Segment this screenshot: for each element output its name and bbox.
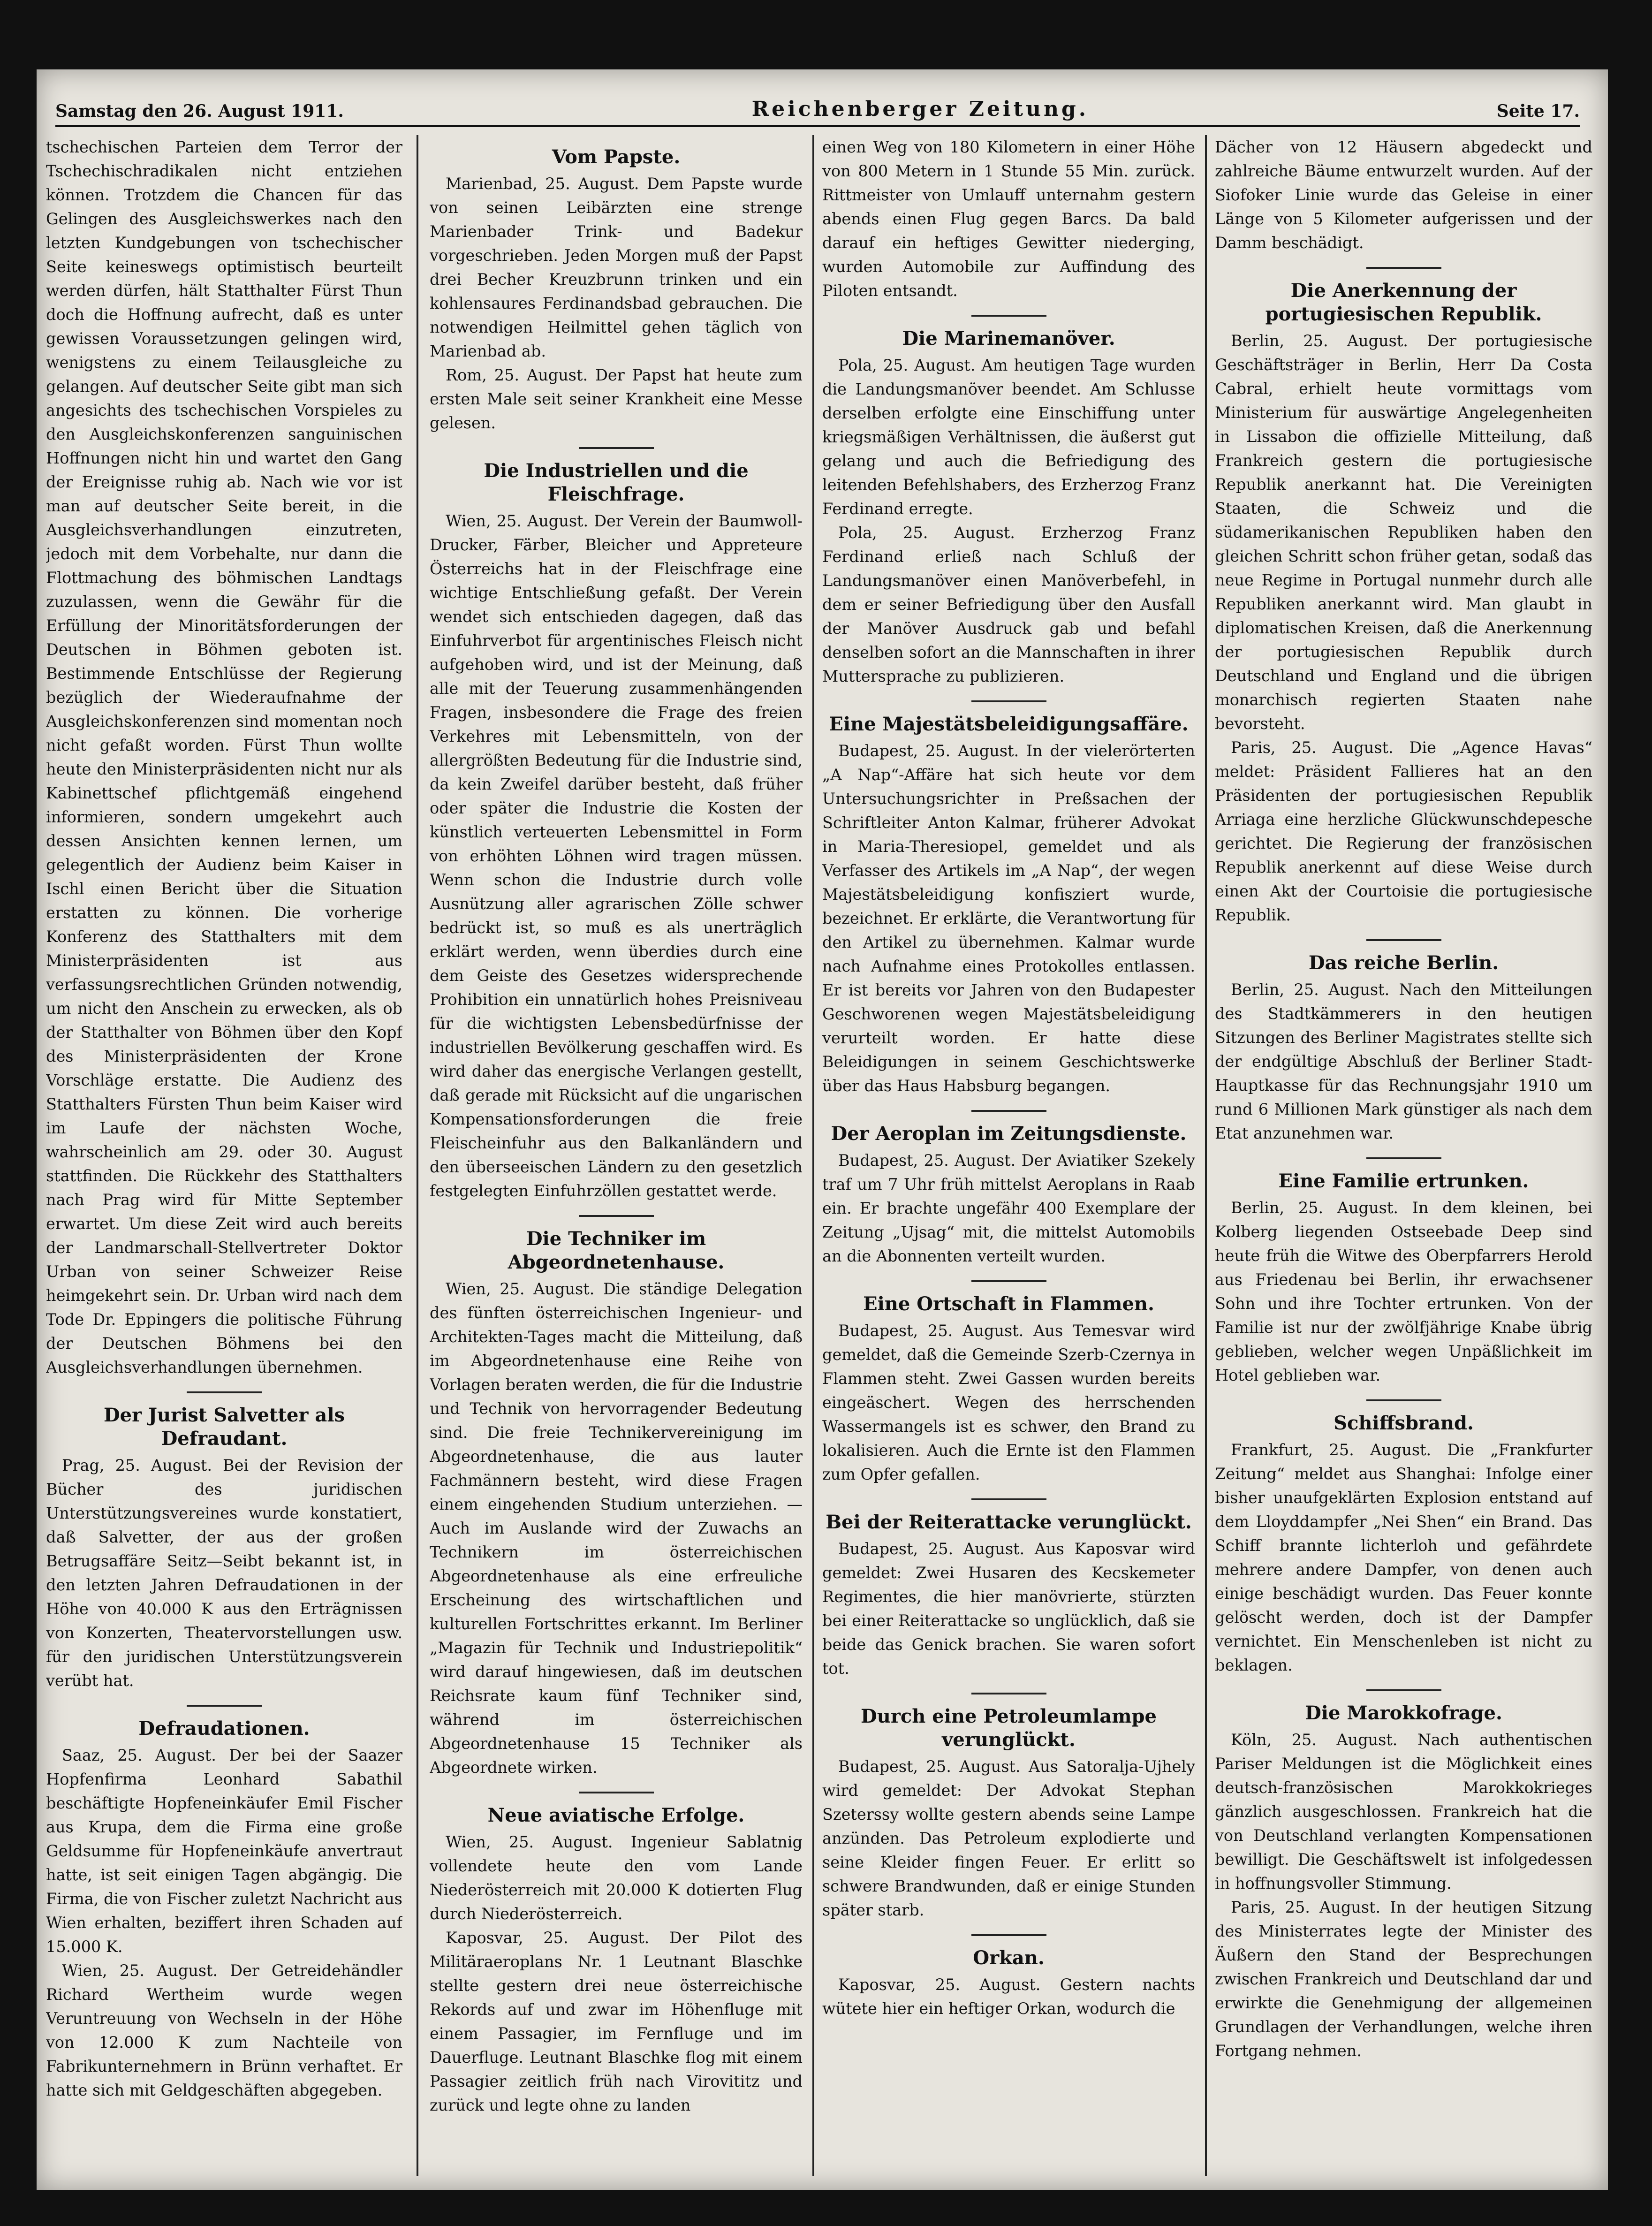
article-headline: Durch eine Petroleumlampe verunglückt. [861,1705,1157,1751]
article-separator [971,1498,1046,1500]
article-headline: Der Aeroplan im Zeitungsdienste. [831,1123,1187,1145]
article [822,1110,1195,1268]
article-paragraph: Köln, 25. August. Nach authentischen Pariser Meldungen ist die Möglichkeit eines deutsch-französischen Marokkokrieges gänzlich ausgeschlossen. Frankreich hat die von Deutschland verlangten Kompensationen bewilligt. Die Geschäftswelt ist infolgedessen in hoffnungsvoller Stimmung. [1215,1731,1592,1892]
article-separator [1366,1689,1441,1691]
article [822,700,1195,1098]
article-paragraph: Wien, 25. August. Die ständige Delegation des fünften österreichischen Ingenieur- und Architekten-Tages macht die Mitteilung, daß im Abgeordnetenhause eine Reihe von Vorlagen beraten werden, die für die Industrie und Technik von hervorragender Bedeutung sind. Die freie Technikervereinigung im Abgeordnetenhause, die aus lauter Fachmännern besteht, wird diese Fragen einem eingehenden Studium unterziehen. — Auch im Auslande wird der Zuwachs an Technikern im österreichischen Abgeordnetenhause als eine erfreuliche Erscheinung des wirtschaftlichen und kulturellen Fortschrittes erkannt. Im Berliner „Magazin für Technik und Industriepolitik“ wird darauf hingewiesen, daß im deutschen Reichsrate kaum fünf Techniker sind, während im österreichischen Abgeordnetenhause 15 Techniker als Abgeordnete wirken. [430,1280,803,1777]
article-headline: Neue aviatische Erfolge. [487,1804,745,1826]
article [430,1215,803,1779]
article [430,447,803,1203]
article [1215,135,1592,255]
article-paragraph: Wien, 25. August. Der Verein der Baumwoll-Drucker, Färber, Bleicher und Appreteure Österreichs hat in der Fleischfrage eine wichtige Entschließung gefaßt. Der Verein wendet sich entschieden dagegen, daß das Einfuhrverbot für argentinisches Fleisch nicht aufgehoben wird, und ist der Meinung, daß alle mit der Teuerung zusammenhängenden Fragen, insbesondere die Frage des freien Verkehres mit Lebensmitteln, von der allergrößten Bedeutung für die Industrie sind, da kein Zweifel darüber besteht, daß früher oder später die Industrie die Kosten der künstlich verteuerten Lebensmittel in Form von erhöhten Löhnen wird tragen müssen. Wenn schon die Industrie durch volle Ausnützung aller agrarischen Zölle schwer bedrückt ist, so muß es als unerträglich erklärt werden, wenn überdies durch eine dem Geiste des Gesetzes widersprechende Prohibition ein unnatürlich hohes Preisniveau für die wichtigsten Lebensbedürfnisse der industriellen Bevölkerung geschaffen wird. Es wird daher das energische Verlangen gestellt, daß gerade mit Rücksicht auf die ungarischen Kompensationsforderungen die freie Fleischeinfuhr aus den Balkanländern und den überseeischen Ländern zu den gesetzlich festgelegten Einfuhrzöllen gestattet werde. [430,512,803,1200]
article-separator [579,1215,654,1217]
article [1215,1689,1592,2063]
article-headline: Die Anerkennung der portugiesischen Republik. [1265,280,1542,325]
newspaper-title: Reichenberger Zeitung. [751,97,1089,121]
column-4 [1215,135,1592,2176]
article-paragraph: Pola, 25. August. Am heutigen Tage wurden die Landungsmanöver beendet. Am Schlusse derselben erfolgte eine Einschiffung unter kriegsmäßigen Verhältnissen, die äußerst gut gelang und auch die Befriedigung des leitenden Befehlshabers, des Erzherzog Franz Ferdinand erregte. [822,356,1195,518]
article-headline: Bei der Reiterattacke verunglückt. [826,1511,1192,1533]
article-paragraph: einen Weg von 180 Kilometern in einer Höhe von 800 Metern in 1 Stunde 55 Min. zurück. Rittmeister von Umlauff unternahm gestern abends einen Flug gegen Barcs. Da bald darauf ein heftiges Gewitter niederging, wurden Automobile zur Auffindung des Piloten entsandt. [822,138,1195,300]
article [1215,1157,1592,1387]
article-paragraph: Kaposvar, 25. August. Der Pilot des Militäraeroplans Nr. 1 Leutnant Blaschke stellte gestern drei neue österreichische Rekords auf und zwar im Höhenfluge mit einem Passagier, im Fernfluge und im Dauerfluge. Leutnant Blaschke flog mit einem Passagier zeitlich früh nach Virovititz und zurück und legte ohne zu landen [430,1929,803,2114]
article-separator [971,1110,1046,1112]
article-paragraph: Berlin, 25. August. Der portugiesische Geschäftsträger in Berlin, Herr Da Costa Cabral, erhielt heute vormittags vom Ministerium für auswärtige Angelegenheiten in Lissabon die offizielle Mitteilung, daß Frankreich gestern die portugiesische Republik anerkannt hat. Die Vereinigten Staaten, die Schweiz und die südamerikanischen Republiken haben den gleichen Schritt schon früher getan, sodaß das neue Regime in Portugal nunmehr durch alle Republiken anerkannt wird. Man glaubt in diplomatischen Kreisen, daß die Anerkennung der portugiesischen Republik durch Deutschland und England und die übrigen monarchisch regierten Staaten nahe bevorsteht. [1215,332,1592,733]
article [46,1705,402,2102]
article-separator [187,1705,262,1707]
column-3 [822,135,1195,2176]
article-separator [1366,939,1441,941]
article-headline: Die Industriellen und die Fleischfrage. [484,460,749,505]
article-headline: Schiffsbrand. [1334,1412,1474,1434]
article-separator [971,1934,1046,1936]
article-paragraph: Kaposvar, 25. August. Gestern nachts wütete hier ein heftiger Orkan, wodurch die [822,1975,1195,2018]
column-rule [417,135,418,2176]
article-headline: Eine Familie ertrunken. [1278,1170,1529,1192]
article-paragraph: Pola, 25. August. Erzherzog Franz Ferdinand erließ nach Schluß der Landungsmanöver einen Manöverbefehl, in dem er seiner Befriedigung über den Ausfall der Manöver Ausdruck gab und befahl denselben sofort an die Mannschaften in ihrer Muttersprache zu publizieren. [822,524,1195,685]
article-separator [971,700,1046,702]
article-separator [579,447,654,449]
article [822,1280,1195,1486]
article-paragraph: Wien, 25. August. Ingenieur Sablatnig vollendete heute den vom Lande Niederösterreich mit 20.000 K dotierten Flug durch Niederösterreich. [430,1833,803,1923]
article-separator [187,1391,262,1393]
article [1215,1399,1592,1677]
article-paragraph: Wien, 25. August. Der Getreidehändler Richard Wertheim wurde wegen Veruntreuung von Wechseln in der Höhe von 12.000 K zum Nachteile von Fabrikunternehmern in Brünn verhaftet. Er hatte sich mit Geldgeschäften abgegeben. [46,1961,402,2099]
issue-date: Samstag den 26. August 1911. [55,101,344,121]
article-headline: Defraudationen. [138,1717,310,1740]
article [430,145,803,435]
article-paragraph: Budapest, 25. August. Aus Kaposvar wird gemeldet: Zwei Husaren des Kecskemeter Regimentes, die hier manövrierte, stürzten bei einer Reiterattacke so unglücklich, daß sie beide das Genick brachen. Sie waren sofort tot. [822,1540,1195,1678]
article-paragraph: Dächer von 12 Häusern abgedeckt und zahlreiche Bäume entwurzelt wurden. Auf der Siofoker Linie wurde das Geleise in einer Länge von 5 Kilometer aufgerissen und der Damm beschädigt. [1215,138,1592,252]
article-headline: Das reiche Berlin. [1308,952,1499,974]
article-headline: Der Jurist Salvetter als Defraudant. [103,1404,345,1450]
article-headline: Die Techniker im Abgeordnetenhause. [508,1228,725,1273]
article-paragraph: Budapest, 25. August. Aus Satoralja-Ujhely wird gemeldet: Der Advokat Stephan Szeterssy wollte gestern abends seine Lampe anzünden. Das Petroleum explodierte und seine Kleider fingen Feuer. Er erlitt so schwere Brandwunden, daß er einige Stunden später starb. [822,1757,1195,1919]
article-paragraph: Prag, 25. August. Bei der Revision der Bücher des juridischen Unterstützungsvereines wurde konstatiert, daß Salvetter, der aus der großen Betrugsaffäre Seitz—Seibt bekannt ist, in den letzten Jahren Defraudationen in der Höhe von 40.000 K aus den Erträgnissen von Konzerten, Theatervorstellungen usw. für den juridischen Unterstützungsverein verübt hat. [46,1456,402,1690]
article [822,1934,1195,2021]
article-separator [1366,1157,1441,1159]
article-separator [971,1280,1046,1282]
article [822,315,1195,688]
article-headline: Eine Majestätsbeleidigungsaffäre. [829,713,1189,735]
article-headline: Die Marinemanöver. [902,327,1115,349]
article-paragraph: Berlin, 25. August. Nach den Mitteilungen des Stadtkämmerers in den heutigen Sitzungen des Berliner Magistrates stellte sich der endgültige Abschluß der Berliner Stadt-Hauptkasse für das Rechnungsjahr 1910 um rund 6 Millionen Mark günstiger als nach dem Etat anzunehmen war. [1215,980,1592,1142]
page-header [55,88,1580,127]
article-paragraph: Budapest, 25. August. Aus Temesvar wird gemeldet, daß die Gemeinde Szerb-Czernya in Flammen steht. Zwei Gassen wurden bereits eingeäschert. Wegen des herrschenden Wassermangels ist es schwer, den Brand zu lokalisieren. Auch die Ernte ist den Flammen zum Opfer gefallen. [822,1322,1195,1483]
article [822,1693,1195,1922]
article-separator [1366,1399,1441,1401]
article-paragraph: Rom, 25. August. Der Papst hat heute zum ersten Male seit seiner Krankheit eine Messe gelesen. [430,366,803,432]
article-paragraph: Paris, 25. August. Die „Agence Havas“ meldet: Präsident Fallieres hat an den Präsidenten der portugiesischen Republik Arriaga eine herzliche Glückwunschdepesche gerichtet. Die Regierung der französischen Republik anerkennt auf diese Weise durch einen Akt der Courtoisie die portugiesische Republik. [1215,738,1592,924]
article-paragraph: Berlin, 25. August. In dem kleinen, bei Kolberg liegenden Ostseebade Deep sind heute früh die Witwe des Oberpfarrers Herold aus Friedenau bei Berlin, ihr erwachsener Sohn und ihre Tochter ertrunken. Von der Familie ist nur der zwölfjährige Knabe übrig geblieben, welcher wegen Unpäßlichkeit im Hotel geblieben war. [1215,1199,1592,1384]
page-number: Seite 17. [1496,101,1580,121]
article-headline: Eine Ortschaft in Flammen. [863,1293,1154,1315]
article-separator [971,315,1046,317]
article [46,135,402,1379]
article-paragraph: Budapest, 25. August. Der Aviatiker Szekely traf um 7 Uhr früh mittelst Aeroplans in Raab ein. Er brachte ungefähr 400 Exemplare der Zeitung „Ujsag“ mit, die mittelst Automobils an die Abonnenten verteilt wurden. [822,1151,1195,1265]
article-separator [579,1792,654,1793]
article-paragraph: Frankfurt, 25. August. Die „Frankfurter Zeitung“ meldet aus Shanghai: Infolge einer bisher unaufgeklärten Explosion entstand auf dem Lloyddampfer „Nei Shen“ ein Brand. Das Schiff brannte lichterloh und gefährdete mehrere andere Dampfer, von denen auch einige beschädigt wurden. Das Feuer konnte gelöscht werden, doch ist der Dampfer vernichtet. Ein Menschenleben ist nicht zu beklagen. [1215,1441,1592,1674]
article-paragraph: Budapest, 25. August. In der vielerörterten „A Nap“-Affäre hat sich heute vor dem Untersuchungsrichter in Preßsachen der Schriftleiter Anton Kalmar, früherer Advokat in Maria-Theresiopel, gemeldet und als Verfasser des Artikels im „A Nap“, der wegen Majestätsbeleidigung konfisziert wurde, bezeichnet. Er erklärte, die Verantwortung für den Artikel zu übernehmen. Kalmar wurde nach Aufnahme eines Protokolles entlassen. Er ist bereits vor Jahren von den Budapester Geschworenen wegen Majestätsbeleidigung verurteilt worden. Er hatte diese Beleidigungen in seinem Geschichtswerke über das Haus Habsburg begangen. [822,742,1195,1095]
article [822,135,1195,303]
column-rule [1205,135,1207,2176]
article-headline: Vom Papste. [552,146,681,168]
article-paragraph: tschechischen Parteien dem Terror der Tschechischradikalen nicht entziehen können. Trotzdem die Chancen für das Gelingen des Ausgleichswerkes nach den letzten Kundgebungen von tschechischer Seite keineswegs optimistisch beurteilt werden dürfen, hält Statthalter Fürst Thun doch die Hoffnung aufrecht, daß es unter gewissen Voraussetzungen gelingen wird, wenigstens zu einem Teilausgleiche zu gelangen. Auf deutscher Seite gibt man sich angesichts des tschechischen Vorspieles zu den Ausgleichskonferenzen sanguinischen Hoffnungen nicht hin und wartet den Gang der Ereignisse ruhig ab. Nach wie vor ist man auf deutscher Seite bereit, in die Ausgleichsverhandlungen einzutreten, jedoch mit dem Vorbehalte, nur dann die Flottmachung des böhmischen Landtags zuzulassen, wenn die Gewähr für die Erfüllung der Minoritätsforderungen der Deutschen in Böhmen geboten ist. Bestimmende Entschlüsse der Regierung bezüglich der Wiederaufnahme der Ausgleichskonferenzen sind momentan noch nicht gefaßt worden. Fürst Thun wollte heute den Ministerpräsidenten nicht nur als Kabinettschef pflichtgemäß eingehend informieren, sondern umgekehrt auch dessen Ansichten kennen lernen, um gelegentlich der Audienz beim Kaiser in Ischl einen Bericht über die Situation erstatten zu können. Die vorherige Konferenz des Statthalters mit dem Ministerpräsidenten ist aus verfassungsrechtlichen Gründen notwendig, um nicht den Anschein zu erwecken, als ob der Statthalter von Böhmen über den Kopf des Ministerpräsidenten der Krone Vorschläge erstatte. Die Audienz des Statthalters Fürsten Thun beim Kaiser wird im Laufe der nächsten Woche, wahrscheinlich am 29. oder 30. August stattfinden. Die Rückkehr des Statthalters nach Prag wird für Mitte September erwartet. Um diese Zeit wird auch bereits der Landmarschall-Stellvertreter Doktor Urban von seiner Schweizer Reise heimgekehrt sein. Dr. Urban wird nach dem Tode Dr. Eppingers die politische Führung der Deutschen Böhmens bei den Ausgleichsverhandlungen übernehmen. [46,138,402,1376]
article [1215,267,1592,927]
article [46,1391,402,1693]
column-rule [812,135,814,2176]
article [430,1792,803,2117]
newspaper-page [37,69,1608,2190]
article-paragraph: Marienbad, 25. August. Dem Papste wurde von seinen Leibärzten eine strenge Marienbader Trink- und Badekur vorgeschrieben. Jeden Morgen muß der Papst drei Becher Kreuzbrunn trinken und ein kohlensaures Ferdinandsbad gebrauchen. Die notwendigen Heilmittel gehen täglich von Marienbad ab. [430,175,803,360]
article [822,1498,1195,1680]
article-headline: Die Marokkofrage. [1305,1702,1502,1724]
article-headline: Orkan. [973,1947,1045,1969]
column-2 [430,135,803,2176]
article-paragraph: Paris, 25. August. In der heutigen Sitzung des Ministerrates legte der Minister des Äußern den Stand der Besprechungen zwischen Frankreich und Deutschland dar und erwirkte die Genehmigung der allgemeinen Grundlagen der Verhandlungen, welche ihren Fortgang nehmen. [1215,1898,1592,2060]
article-paragraph: Saaz, 25. August. Der bei der Saazer Hopfenfirma Leonhard Sabathil beschäftigte Hopfeneinkäufer Emil Fischer aus Krupa, dem die Firma eine große Geldsumme für Hopfeneinkäufe anvertraut hatte, ist seit einigen Tagen abgängig. Die Firma, die von Fischer zuletzt Nachricht aus Wien erhalten, beziffert ihren Schaden auf 15.000 K. [46,1746,402,1956]
article-separator [971,1693,1046,1694]
article-separator [1366,267,1441,269]
article [1215,939,1592,1145]
column-1 [46,135,402,2176]
columns [46,135,1599,2176]
